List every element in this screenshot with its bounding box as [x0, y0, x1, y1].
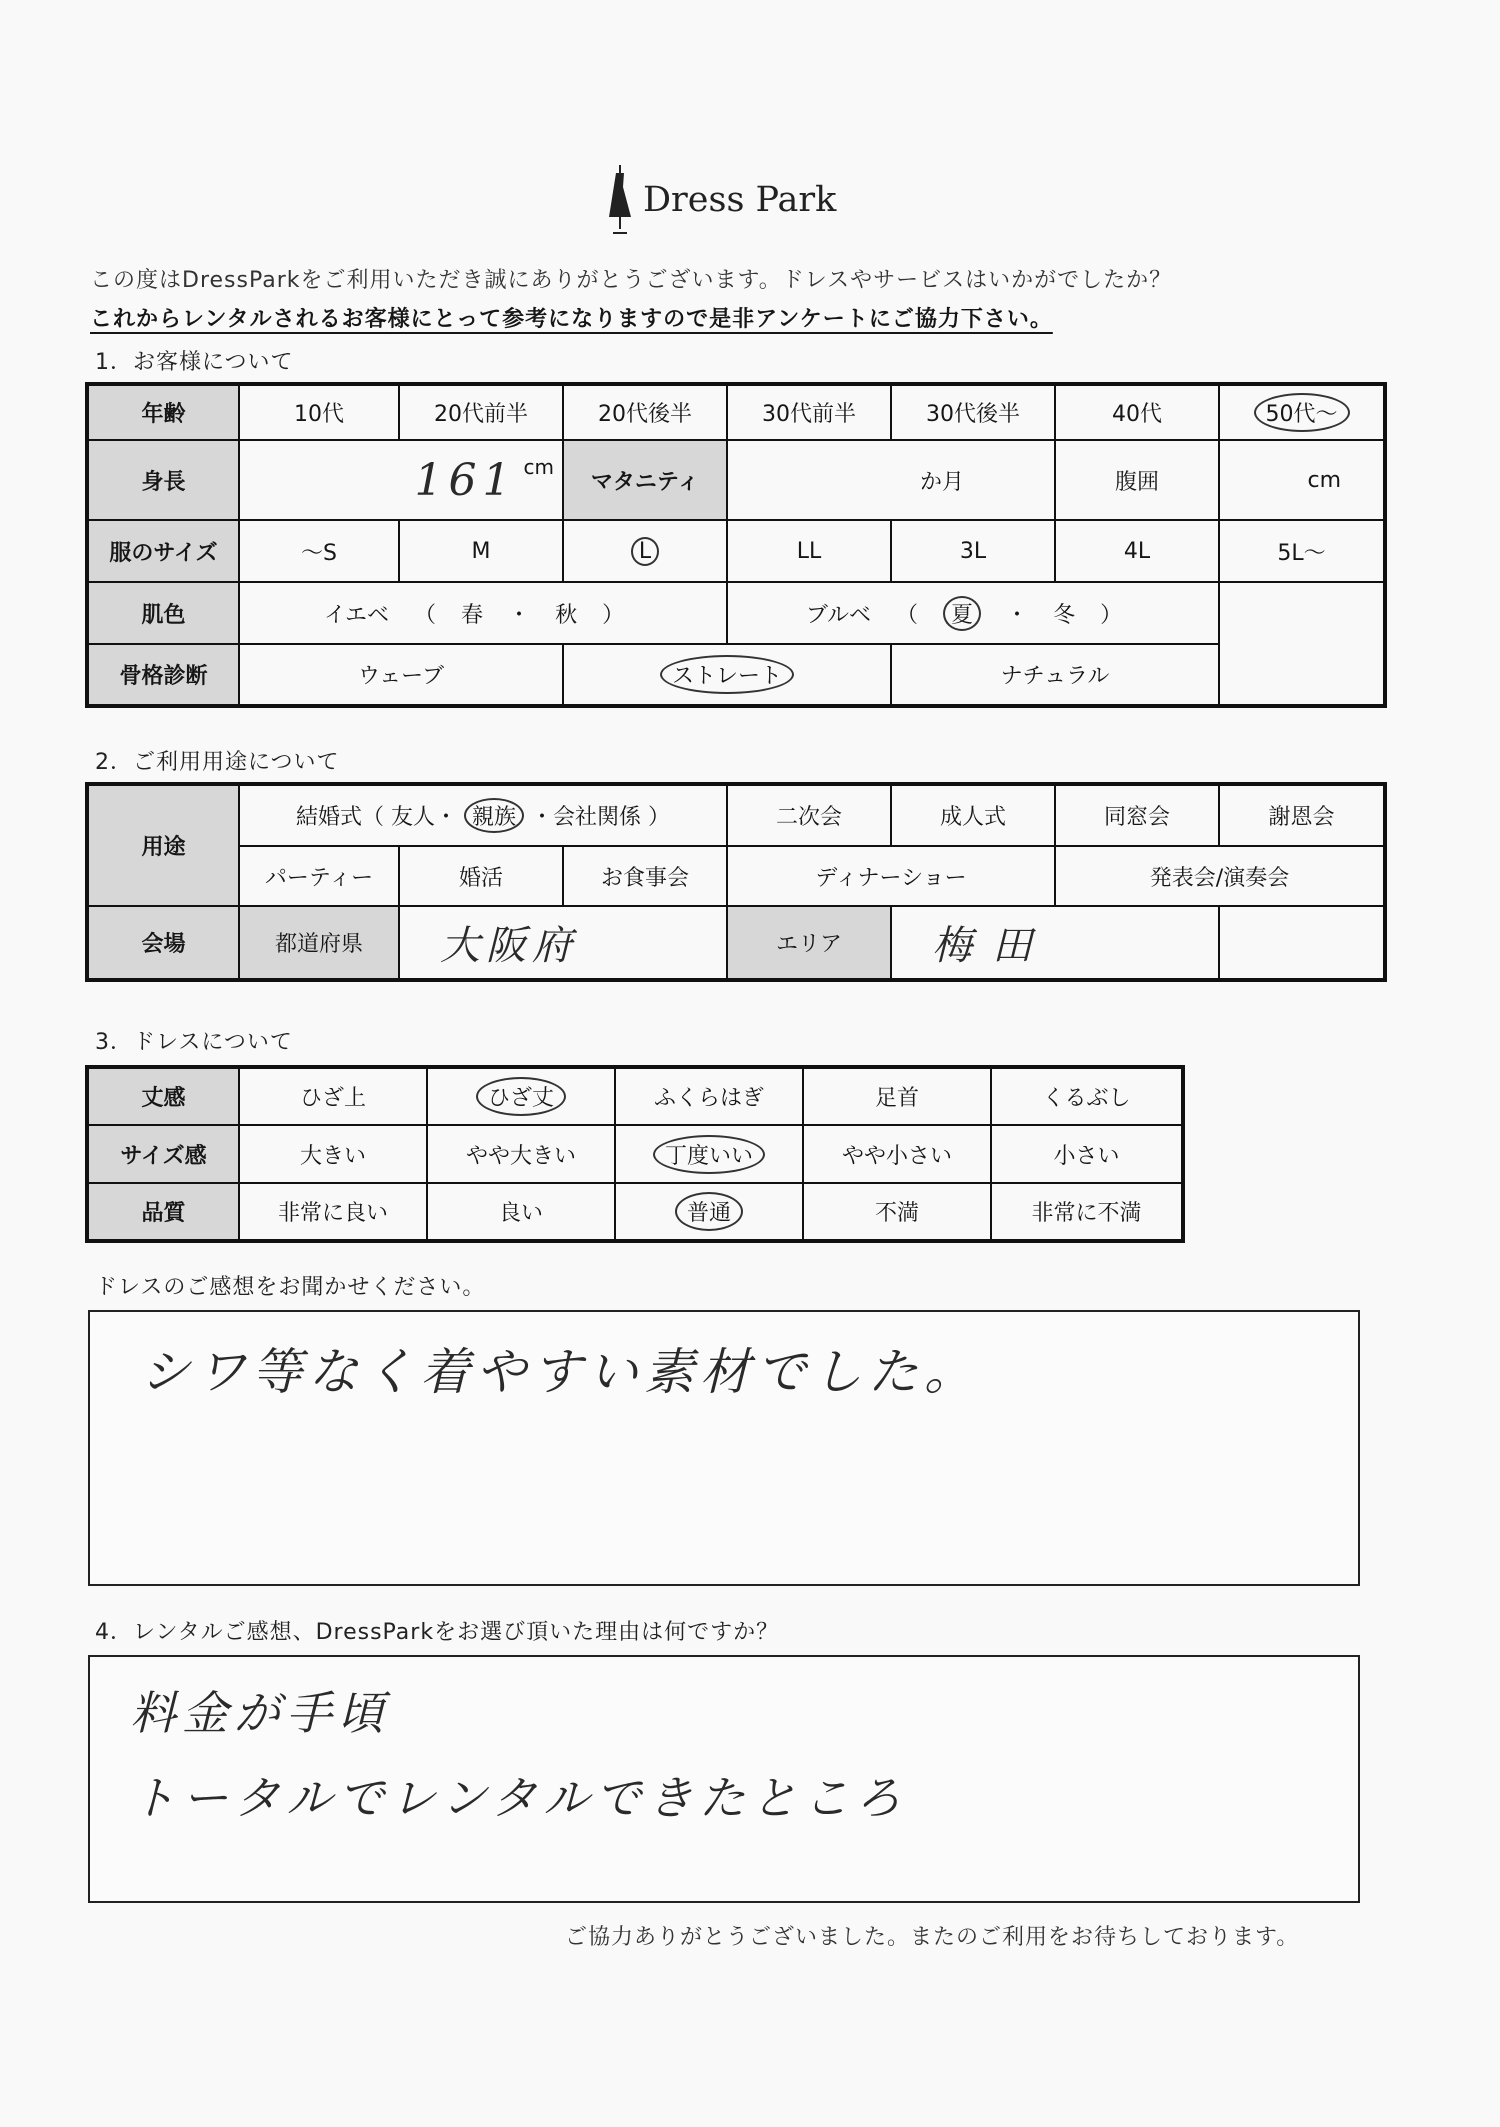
- paren-close: ）: [602, 602, 625, 628]
- purpose-option[interactable]: パーティー: [239, 846, 399, 906]
- intro-request: これからレンタルされるお客様にとって参考になりますので是非アンケートにご協力下さい。: [90, 307, 1053, 332]
- purpose-option[interactable]: お食事会: [563, 846, 727, 906]
- wedding-suffix: ）: [648, 805, 671, 830]
- paren-open: （: [414, 602, 437, 628]
- paren-close: ）: [1100, 602, 1123, 628]
- size-option[interactable]: ～S: [239, 520, 399, 582]
- age-option[interactable]: 20代前半: [399, 384, 563, 440]
- spring-option[interactable]: 春: [461, 602, 484, 628]
- purpose-option[interactable]: 発表会/演奏会: [1055, 846, 1385, 906]
- frame-option-selected[interactable]: [563, 644, 891, 706]
- purpose-option[interactable]: 婚活: [399, 846, 563, 906]
- height-row: [87, 440, 1385, 520]
- purpose-option[interactable]: ディナーショー: [727, 846, 1055, 906]
- length-option[interactable]: ひざ上: [239, 1067, 427, 1125]
- blue-base-option[interactable]: [727, 582, 1219, 644]
- frame-label: 骨格診断: [87, 644, 239, 706]
- prefecture-field[interactable]: [399, 906, 727, 980]
- wedding-family-option-selected[interactable]: 親族: [464, 798, 524, 833]
- length-option[interactable]: 足首: [803, 1067, 991, 1125]
- length-selected-mark: ひざ丈: [476, 1077, 566, 1116]
- quality-selected-mark: 普通: [675, 1192, 743, 1231]
- dress-comment-box[interactable]: [88, 1310, 1360, 1586]
- brand-logo: [605, 160, 836, 240]
- usage-table: [85, 782, 1387, 982]
- area-label: エリア: [727, 906, 891, 980]
- separator-dot: ・: [1006, 602, 1029, 628]
- fit-option[interactable]: やや大きい: [427, 1125, 615, 1183]
- prefecture-value: 大阪府: [440, 923, 578, 969]
- quality-option[interactable]: 不満: [803, 1183, 991, 1241]
- venue-label: 会場: [87, 906, 239, 980]
- skin-label: 肌色: [87, 582, 239, 644]
- size-label: 服のサイズ: [87, 520, 239, 582]
- summer-option-selected[interactable]: 夏: [943, 596, 981, 631]
- winter-option[interactable]: 冬: [1053, 602, 1076, 628]
- frame-selected-mark: ストレート: [660, 655, 794, 694]
- age-option[interactable]: 30代前半: [727, 384, 891, 440]
- wedding-friend-option[interactable]: 友人・: [390, 805, 457, 830]
- size-option[interactable]: LL: [727, 520, 891, 582]
- section1-title: 1．お客様について: [95, 350, 294, 375]
- fit-row: [87, 1125, 1183, 1183]
- fit-selected-mark: 丁度いい: [653, 1135, 765, 1174]
- empty-cell: [1219, 644, 1385, 706]
- quality-option-selected[interactable]: [615, 1183, 803, 1241]
- fit-option[interactable]: 大きい: [239, 1125, 427, 1183]
- quality-option[interactable]: 非常に良い: [239, 1183, 427, 1241]
- purpose-option[interactable]: 成人式: [891, 784, 1055, 846]
- purpose-label: 用途: [87, 784, 239, 906]
- autumn-option[interactable]: 秋: [555, 602, 578, 628]
- age-selected-mark: 50代～: [1254, 393, 1350, 432]
- purpose-option[interactable]: 二次会: [727, 784, 891, 846]
- dress-icon: [605, 165, 635, 235]
- age-label: 年齢: [87, 384, 239, 440]
- paren-open: （: [896, 602, 919, 628]
- venue-row: [87, 906, 1385, 980]
- length-option-selected[interactable]: [427, 1067, 615, 1125]
- frame-option[interactable]: ナチュラル: [891, 644, 1219, 706]
- separator-dot: ・: [508, 602, 531, 628]
- months-label: か月: [919, 469, 964, 495]
- wedding-company-option[interactable]: ・会社関係: [531, 805, 642, 830]
- wedding-prefix: 結婚式（: [295, 805, 384, 830]
- size-option[interactable]: 4L: [1055, 520, 1219, 582]
- quality-option[interactable]: 良い: [427, 1183, 615, 1241]
- yellow-base-label: イエベ: [323, 602, 390, 628]
- quality-option[interactable]: 非常に不満: [991, 1183, 1183, 1241]
- section3-title: 3．ドレスについて: [95, 1030, 293, 1055]
- dress-table: [85, 1065, 1185, 1243]
- maternity-months-field[interactable]: [727, 440, 1055, 520]
- age-option[interactable]: 20代後半: [563, 384, 727, 440]
- rental-reason-line1: 料金が手頃: [130, 1686, 390, 1740]
- empty-cell: [1219, 582, 1385, 644]
- fit-label: サイズ感: [87, 1125, 239, 1183]
- size-option[interactable]: 5L～: [1219, 520, 1385, 582]
- logo-text: Dress Park: [643, 180, 837, 220]
- belly-unit: cm: [1307, 467, 1341, 493]
- belly-label: 腹囲: [1055, 440, 1219, 520]
- frame-row: [87, 644, 1385, 706]
- prefecture-label: 都道府県: [239, 906, 399, 980]
- size-option[interactable]: M: [399, 520, 563, 582]
- section4-title: 4．レンタルご感想、DressParkをお選び頂いた理由は何ですか？: [95, 1620, 780, 1645]
- maternity-label: マタニティ: [563, 440, 727, 520]
- height-unit: cm: [523, 454, 554, 479]
- age-option[interactable]: 40代: [1055, 384, 1219, 440]
- dress-comment-prompt: ドレスのご感想をお聞かせください。: [95, 1275, 486, 1300]
- purpose-row-2: [87, 846, 1385, 906]
- skin-row: [87, 582, 1385, 644]
- length-label: 丈感: [87, 1067, 239, 1125]
- age-option-selected[interactable]: [1219, 384, 1385, 440]
- age-option[interactable]: 10代: [239, 384, 399, 440]
- area-value: 梅田: [932, 923, 1052, 969]
- rental-reason-box[interactable]: [88, 1655, 1360, 1903]
- fit-option-selected[interactable]: [615, 1125, 803, 1183]
- wedding-option[interactable]: [239, 784, 727, 846]
- rental-reason-line2: トータルでレンタルできたところ: [130, 1771, 908, 1825]
- size-option-selected[interactable]: [563, 520, 727, 582]
- length-option[interactable]: ふくらはぎ: [615, 1067, 803, 1125]
- area-field[interactable]: [891, 906, 1219, 980]
- height-label: 身長: [87, 440, 239, 520]
- footer-thanks: ご協力ありがとうございました。またのご利用をお待ちしております。: [565, 1925, 1300, 1950]
- height-field[interactable]: [239, 440, 563, 520]
- fit-option[interactable]: 小さい: [991, 1125, 1183, 1183]
- purpose-option[interactable]: 謝恩会: [1219, 784, 1385, 846]
- frame-option[interactable]: ウェーブ: [239, 644, 563, 706]
- dress-comment-text: シワ等なく着やすい素材でした。: [140, 1343, 980, 1401]
- length-option[interactable]: くるぶし: [991, 1067, 1183, 1125]
- purpose-option[interactable]: 同窓会: [1055, 784, 1219, 846]
- section2-title: 2．ご利用用途について: [95, 750, 340, 775]
- belly-field[interactable]: [1219, 440, 1385, 520]
- empty-cell: [1219, 906, 1385, 980]
- size-selected-mark: L: [631, 537, 659, 566]
- intro-text: この度はDressParkをご利用いただき誠にありがとうございます。ドレスやサービスはいかがでしたか？: [90, 268, 1173, 293]
- size-option[interactable]: 3L: [891, 520, 1055, 582]
- size-row: [87, 520, 1385, 582]
- age-row: [87, 384, 1385, 440]
- length-row: [87, 1067, 1183, 1125]
- customer-table: [85, 382, 1387, 708]
- blue-base-label: ブルベ: [805, 602, 872, 628]
- quality-row: [87, 1183, 1183, 1241]
- height-value: 161: [414, 454, 517, 506]
- fit-option[interactable]: やや小さい: [803, 1125, 991, 1183]
- purpose-row-1: [87, 784, 1385, 846]
- age-option[interactable]: 30代後半: [891, 384, 1055, 440]
- quality-label: 品質: [87, 1183, 239, 1241]
- yellow-base-option[interactable]: [239, 582, 727, 644]
